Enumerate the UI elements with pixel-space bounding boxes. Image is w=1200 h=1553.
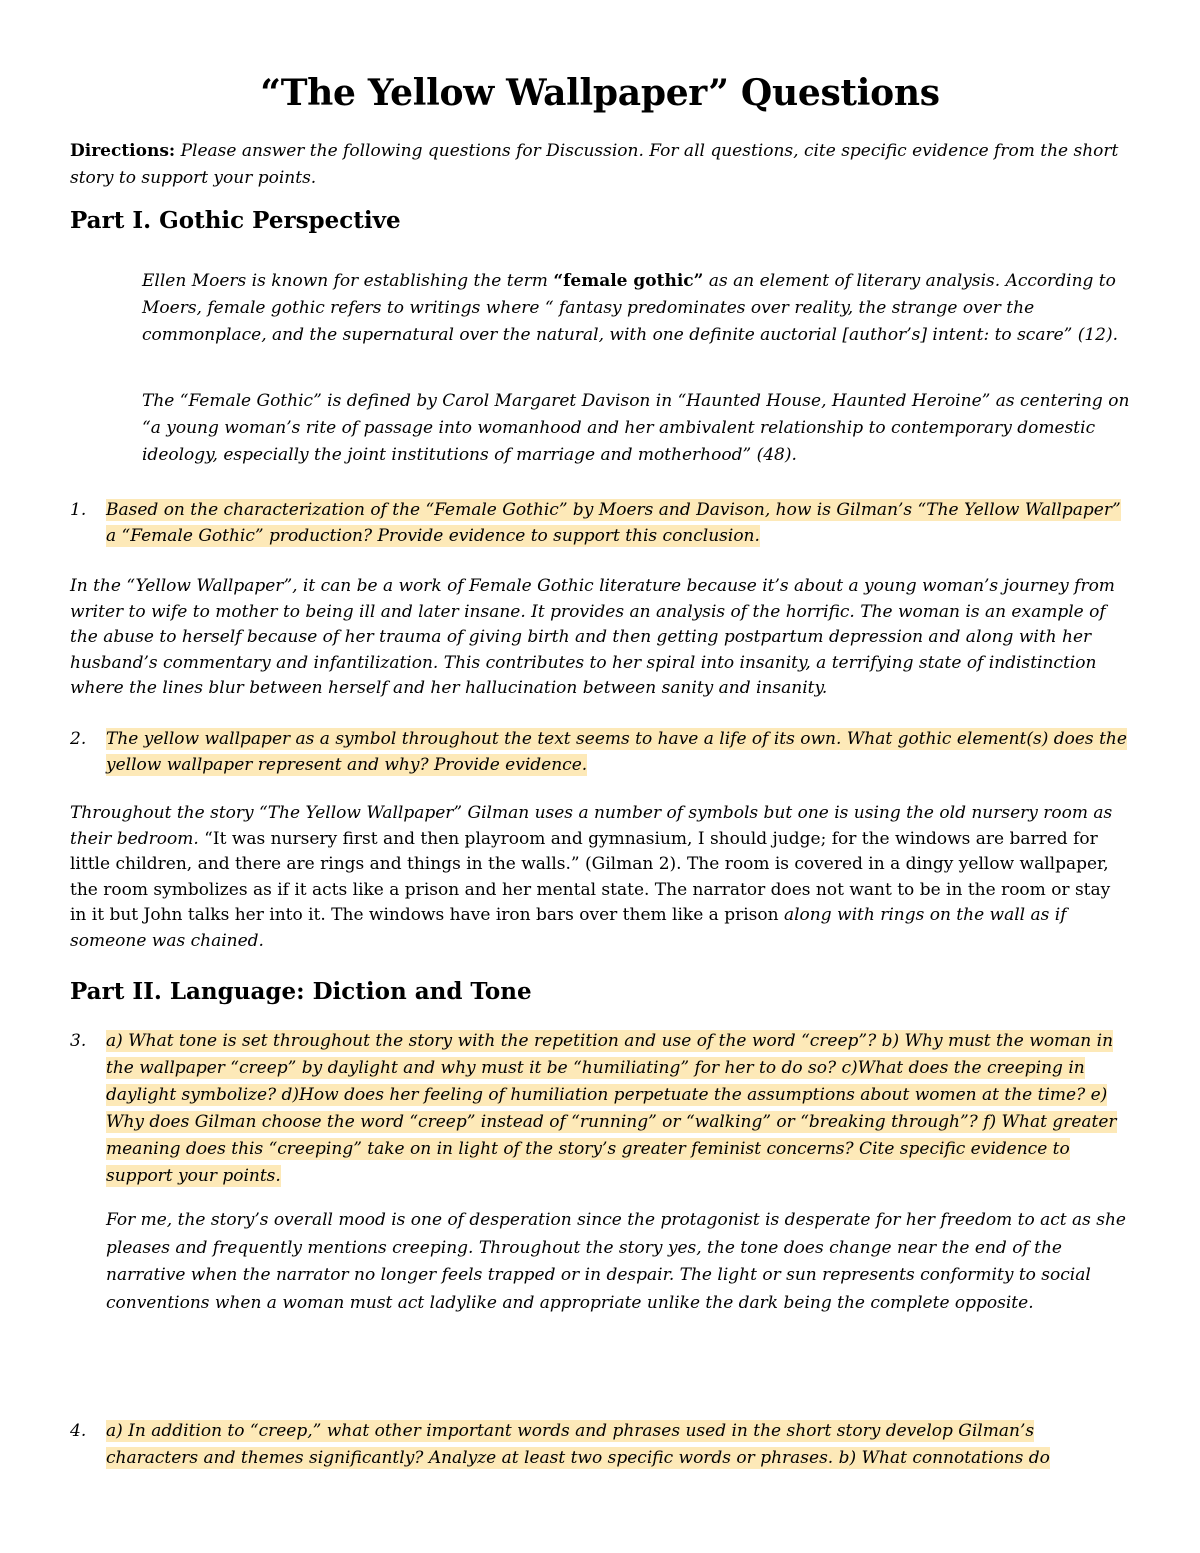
directions-label: Directions:	[70, 141, 176, 161]
bullet-item-2	[106, 388, 1136, 469]
part2-heading: Part II. Language: Diction and Tone	[70, 978, 532, 1005]
answer-2	[70, 801, 1132, 954]
answer-2-part1: Throughout the story “The Yellow Wallpaper” Gilman uses a number of symbols but one is using the old nursery room as their bedroom.	[70, 803, 1113, 849]
question-3	[70, 1028, 1130, 1190]
directions-text: Please answer the following questions for Discussion. For all questions, cite specific evidence from the short story to support your points.	[70, 141, 1119, 188]
question-1	[70, 497, 1130, 549]
question-number: 1.	[70, 500, 87, 520]
question-2	[70, 726, 1130, 778]
answer-3: For me, the story’s overall mood is one of desperation since the protagonist is desperate for her freedom to act as she pleases and frequently mentions creeping. Throughout the story yes, the tone does change near the end of the narrative when the narrator no longer feels trapped or in despair. The light or sun represents conformity to social conventions when a woman must act ladylike and appropriate unlike the dark being the complete opposite.	[106, 1210, 1126, 1313]
question-number: 4.	[70, 1421, 87, 1441]
bullet-text-2: The “Female Gothic” is defined by Carol Margaret Davison in “Haunted House, Haunted Heroine” as centering on “a young woman’s rite of passage into womanhood and her ambivalent relationship to contemporary domestic ideology, especially the joint institutions of marriage and motherhood” (48).	[142, 391, 1130, 465]
part1-heading: Part I. Gothic Perspective	[70, 207, 401, 234]
bullet-text-1-bold: “female gothic”	[553, 271, 704, 291]
question-3-text: a) What tone is set throughout the story with the repetition and use of the word “creep”? b) Why must the woman in the wallpaper “creep” by daylight and why must it be “humiliating” for her to do so? c)What does the creeping in daylight symbolize? d)How does her feeling of humiliation perpetuate the assumptions about women at the time? e) Why does Gilman choose the word “creep” instead of “running” or “walking” or “breaking through”? f) What greater meaning does this “creeping” take on in light of the story’s greater feminist concerns? Cite specific evidence to support your points.	[106, 1031, 1117, 1186]
question-2-text: The yellow wallpaper as a symbol throughout the text seems to have a life of its own. What gothic element(s) does the yellow wallpaper represent and why? Provide evidence.	[106, 729, 1127, 775]
bullet-item-1	[106, 268, 1136, 349]
answer-1: In the “Yellow Wallpaper”, it can be a work of Female Gothic literature because it’s about a young woman’s journey from writer to wife to mother to being ill and later insane. It provides an analysis of the horrific. The woman is an example of the abuse to herself because of her trauma of giving birth and then getting postpartum depression and along with her husband’s commentary and infantilization. This contributes to her spiral into insanity, a terrifying state of indistinction where the lines blur between herself and her hallucination between sanity and insanity.	[70, 576, 1115, 698]
question-4-text: a) In addition to “creep,” what other important words and phrases used in the short story develop Gilman’s characters and themes significantly? Analyze at least two specific words or phrases. b) What connotations do	[106, 1421, 1050, 1468]
answer-2-quote: “It was nursery first and then playroom and gymnasium, I should judge; for the windows are barred for little children, and there are rings and things in the walls.” (Gilman 2). The room is covered in a dingy yellow wallpaper, the room symbolizes as if it acts like a prison and her mental state. The narrator does not want to be in the room or stay in it but John talks her into it. The windows have iron bars over them like a prison	[70, 828, 1111, 925]
directions	[70, 138, 1130, 192]
answer-2-part3: along with rings on the wall as if someone was chained.	[70, 905, 1067, 951]
question-number: 2.	[70, 729, 87, 749]
bullet-text-1-pre: Ellen Moers is known for establishing the term	[142, 271, 554, 291]
question-4	[70, 1418, 1130, 1472]
question-number: 3.	[70, 1031, 87, 1051]
document-title: “The Yellow Wallpaper” Questions	[260, 72, 940, 114]
question-1-text: Based on the characterization of the “Female Gothic” by Moers and Davison, how is Gilman’s “The Yellow Wallpaper” a “Female Gothic” production? Provide evidence to support this conclusion.	[106, 500, 1121, 546]
bullet-text-1	[142, 268, 1136, 349]
bullet-text-1-post: as an element of literary analysis. According to Moers, female gothic refers to writings where “ fantasy predominates over reality, the strange over the commonplace, and the supernatural over the natural, with one definite auctorial [author’s] intent: to scare” (12).	[142, 271, 1119, 345]
